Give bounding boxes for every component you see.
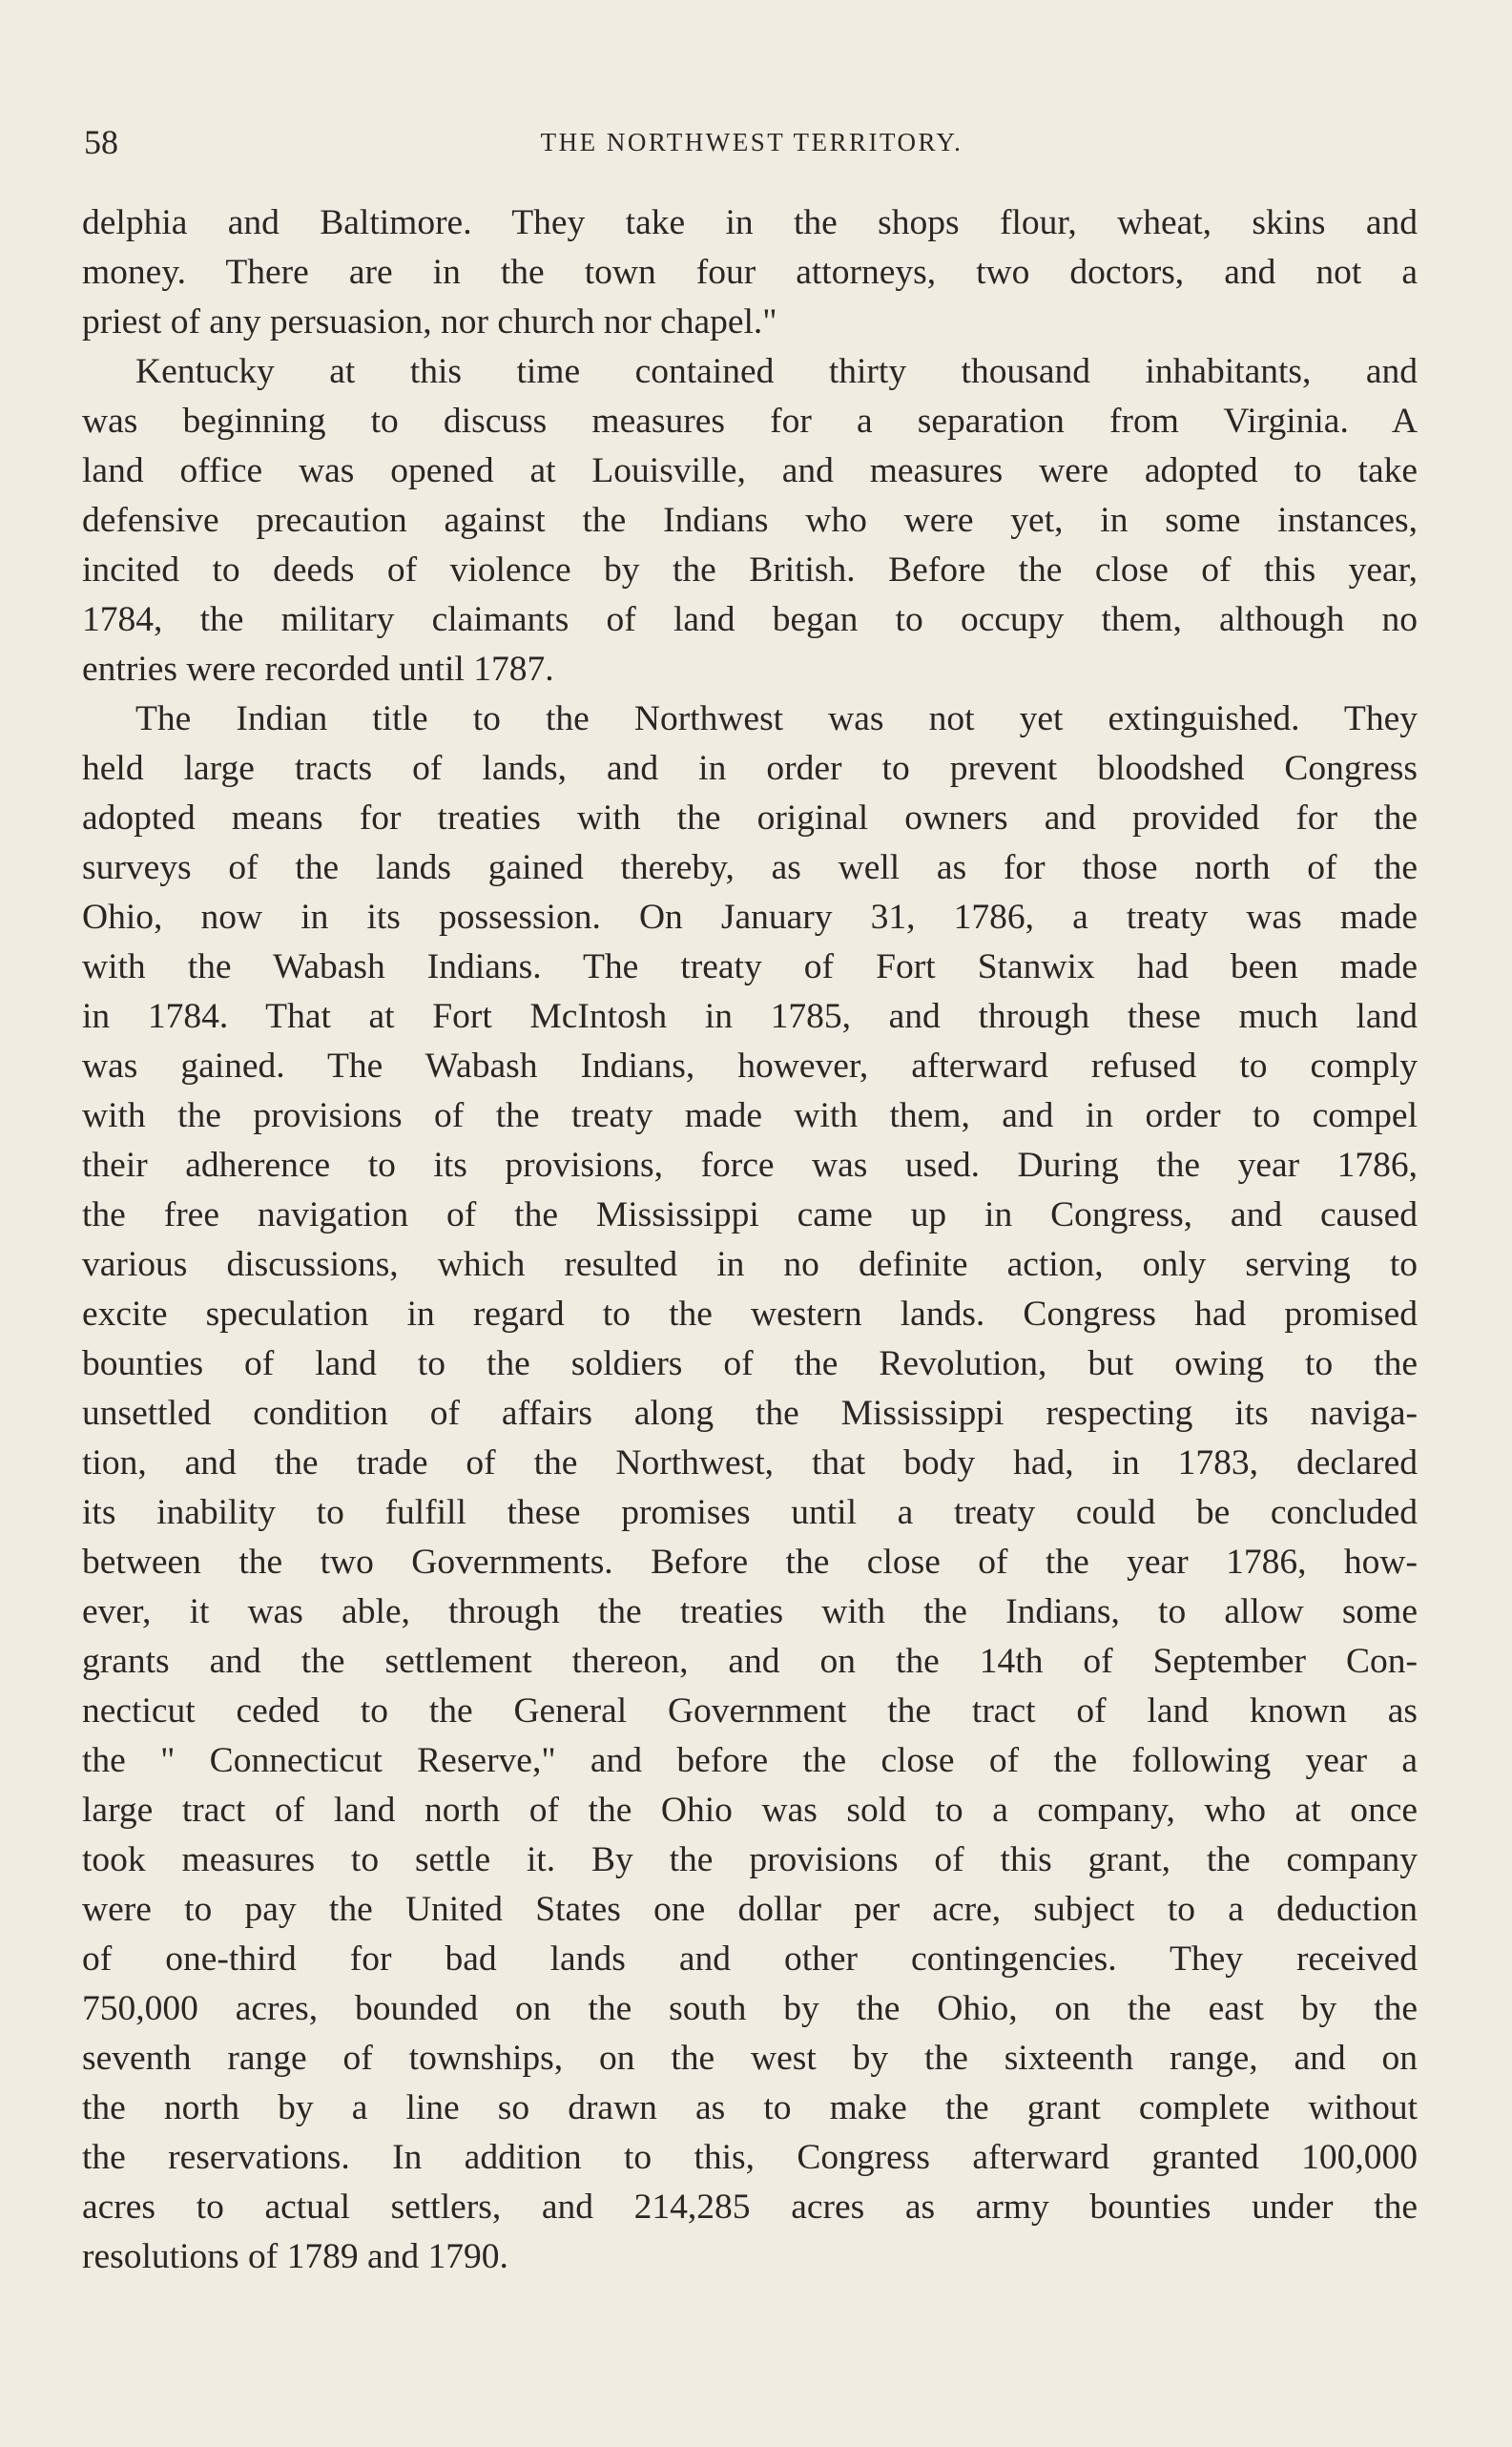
text-line: its inability to fulfill these promises until a treaty could be concluded — [82, 1493, 1418, 1532]
text-line: incited to deeds of violence by the British. Before the close of this year, — [82, 550, 1418, 590]
text-line: between the two Governments. Before the close of the year 1786, how- — [82, 1543, 1418, 1582]
text-line: the north by a line so drawn as to make the grant complete without — [82, 2088, 1418, 2127]
text-line: held large tracts of lands, and in order to prevent bloodshed Congress — [82, 749, 1418, 788]
text-line: 750,000 acres, bounded on the south by the Ohio, on the east by the — [82, 1989, 1418, 2028]
text-line: tion, and the trade of the Northwest, that body had, in 1783, declared — [82, 1443, 1418, 1483]
text-line: with the provisions of the treaty made with them, and in order to compel — [82, 1096, 1418, 1135]
text-line: defensive precaution against the Indians who were yet, in some instances, — [82, 501, 1418, 540]
text-line: the " Connecticut Reserve," and before the close of the following year a — [82, 1741, 1418, 1780]
text-line: grants and the settlement thereon, and on the 14th of September Con- — [82, 1642, 1418, 1681]
text-line: acres to actual settlers, and 214,285 acres as army bounties under the — [82, 2188, 1418, 2227]
running-title: THE NORTHWEST TERRITORY. — [540, 128, 963, 156]
text-line: money. There are in the town four attorneys, two doctors, and not a — [82, 253, 1418, 292]
text-line: adopted means for treaties with the original owners and provided for the — [82, 798, 1418, 838]
page-header — [84, 118, 1419, 166]
text-line: The Indian title to the Northwest was not yet extinguished. They — [135, 699, 1418, 738]
text-line: excite speculation in regard to the western lands. Congress had promised — [82, 1295, 1418, 1334]
text-line: was gained. The Wabash Indians, however, afterward refused to comply — [82, 1047, 1418, 1086]
text-line: were to pay the United States one dollar per acre, subject to a deduction — [82, 1890, 1418, 1929]
text-line: resolutions of 1789 and 1790. — [82, 2237, 508, 2276]
text-line: large tract of land north of the Ohio was sold to a company, who at once — [82, 1791, 1418, 1830]
text-line: ever, it was able, through the treaties with the Indians, to allow some — [82, 1592, 1418, 1631]
text-line: necticut ceded to the General Government the tract of land known as — [82, 1691, 1418, 1731]
text-line: Ohio, now in its possession. On January 31, 1786, a treaty was made — [82, 898, 1418, 937]
text-line: the free navigation of the Mississippi came up in Congress, and caused — [82, 1195, 1418, 1234]
text-line: in 1784. That at Fort McIntosh in 1785, and through these much land — [82, 997, 1418, 1036]
text-line: bounties of land to the soldiers of the Revolution, but owing to the — [82, 1344, 1418, 1383]
text-line: surveys of the lands gained thereby, as well as for those north of the — [82, 848, 1418, 887]
text-line: unsettled condition of affairs along the Mississippi respecting its naviga- — [82, 1394, 1418, 1433]
text-line: the reservations. In addition to this, Congress afterward granted 100,000 — [82, 2138, 1418, 2177]
text-line: of one-third for bad lands and other contingencies. They received — [82, 1939, 1418, 1979]
text-line: delphia and Baltimore. They take in the shops flour, wheat, skins and — [82, 203, 1418, 242]
text-line: priest of any persuasion, nor church nor chapel." — [82, 302, 777, 342]
text-line: entries were recorded until 1787. — [82, 650, 554, 689]
text-line: was beginning to discuss measures for a separation from Virginia. A — [82, 402, 1418, 441]
text-line: various discussions, which resulted in no definite action, only serving to — [82, 1245, 1418, 1284]
text-line: with the Wabash Indians. The treaty of Fort Stanwix had been made — [82, 947, 1418, 986]
text-line: took measures to settle it. By the provisions of this grant, the company — [82, 1840, 1418, 1879]
text-line: 1784, the military claimants of land began to occupy them, although no — [82, 600, 1418, 639]
text-line: land office was opened at Louisville, and measures were adopted to take — [82, 451, 1418, 490]
text-line: their adherence to its provisions, force was used. During the year 1786, — [82, 1146, 1418, 1185]
body-text — [82, 198, 1418, 2282]
text-line: Kentucky at this time contained thirty thousand inhabitants, and — [135, 352, 1418, 391]
text-line: seventh range of townships, on the west by the sixteenth range, and on — [82, 2039, 1418, 2078]
page-number: 58 — [84, 123, 118, 161]
